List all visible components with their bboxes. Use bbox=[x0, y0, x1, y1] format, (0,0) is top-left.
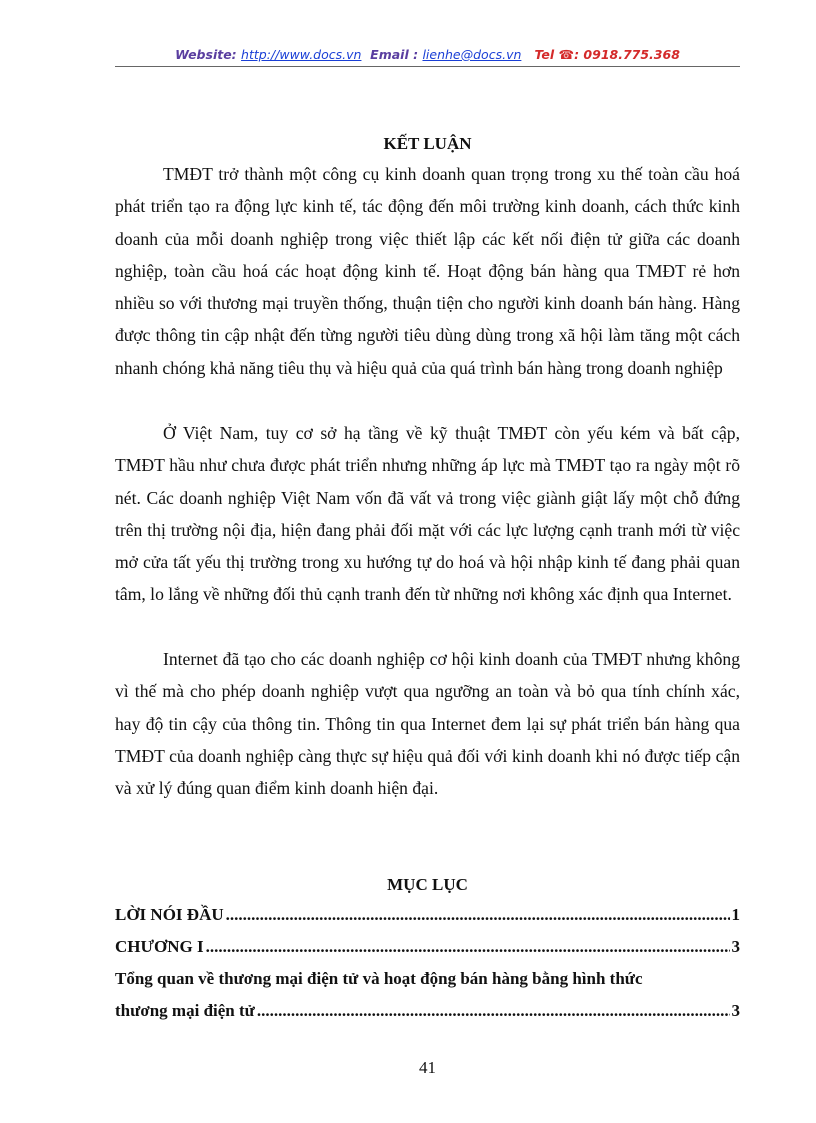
toc-entry-text: LỜI NÓI ĐẦU bbox=[115, 905, 224, 924]
toc-entry-text: CHƯƠNG I bbox=[115, 937, 204, 956]
toc-entry-tong-quan[interactable] bbox=[115, 1001, 740, 1033]
toc-entry-page: 1 bbox=[731, 905, 740, 924]
website-label: Website: bbox=[175, 47, 237, 62]
toc-entry-text: thương mại điện tử bbox=[115, 1001, 255, 1020]
website-link[interactable]: http://www.docs.vn bbox=[241, 47, 362, 62]
conclusion-title: KẾT LUẬN bbox=[383, 134, 472, 153]
toc-entry-tong-quan-line1[interactable]: Tổng quan về thương mại điện tử và hoạt động bán hàng bằng hình thức bbox=[115, 969, 643, 988]
table-of-contents bbox=[115, 905, 740, 1033]
conclusion-paragraph-1: TMĐT trở thành một công cụ kinh doanh quan trọng trong xu thế toàn cầu hoá phát triển tạo ra động lực kinh tế, tác động đến môi trường kinh doanh, cách thức kinh doanh của mỗi doanh nghiệp trong việc thiết lập các kết nối điện tử giữa các doanh nghiệp, toàn cầu hoá các hoạt động kinh tế. Hoạt động bán hàng qua TMĐT rẻ hơn nhiều so với thương mại truyền thống, thuận tiện cho người kinh doanh bán hàng. Hàng được thông tin cập nhật đến từng người tiêu dùng dùng trong xã hội làm tăng một cách nhanh chóng khả năng tiêu thụ và hiệu quả của quá trình bán hàng trong doanh nghiệp bbox=[115, 164, 740, 378]
email-label: Email : bbox=[370, 47, 419, 62]
toc-entry-loi-noi-dau[interactable] bbox=[115, 905, 740, 937]
phone-icon: ☎ bbox=[558, 47, 575, 62]
tel-label: Tel bbox=[534, 47, 555, 62]
toc-leader-dots bbox=[226, 905, 730, 925]
toc-leader-dots bbox=[257, 1001, 730, 1021]
toc-leader-dots bbox=[206, 937, 730, 957]
tel-number: : 0918.775.368 bbox=[574, 47, 680, 62]
toc-entry-page: 3 bbox=[731, 937, 740, 956]
conclusion-paragraph-2: Ở Việt Nam, tuy cơ sở hạ tầng về kỹ thuật TMĐT còn yếu kém và bất cập, TMĐT hầu như chưa được phát triển nhưng những áp lực mà TMĐT tạo ra ngày một rõ nét. Các doanh nghiệp Việt Nam vốn đã vất vả trong việc giành giật lấy một chỗ đứng trên thị trường nội địa, hiện đang phải đối mặt với các lực lượng cạnh tranh mới từ việc mở cửa tất yếu thị trường trong xu hướng tự do hoá và hội nhập kinh tế đang phải quan tâm, lo lắng về những đối thủ cạnh tranh đến từ những nơi không xác định qua Internet. bbox=[115, 423, 740, 605]
header-divider bbox=[115, 66, 740, 67]
email-link[interactable]: lienhe@docs.vn bbox=[422, 47, 522, 62]
conclusion-paragraph-3: Internet đã tạo cho các doanh nghiệp cơ hội kinh doanh của TMĐT nhưng không vì thế mà cho phép doanh nghiệp vượt qua ngưỡng an toàn và bỏ qua tính chính xác, hay độ tin cậy của thông tin. Thông tin qua Internet đem lại sự phát triển bán hàng qua TMĐT của doanh nghiệp càng thực sự hiệu quả đối với kinh doanh khi nó được tiếp cận và xử lý đúng quan điểm kinh doanh hiện đại. bbox=[115, 649, 740, 799]
toc-entry-page: 3 bbox=[731, 1001, 740, 1020]
toc-title: MỤC LỤC bbox=[387, 875, 468, 894]
page-header bbox=[115, 47, 740, 67]
page-number: 41 bbox=[419, 1058, 436, 1077]
toc-entry-chuong-1[interactable] bbox=[115, 937, 740, 969]
